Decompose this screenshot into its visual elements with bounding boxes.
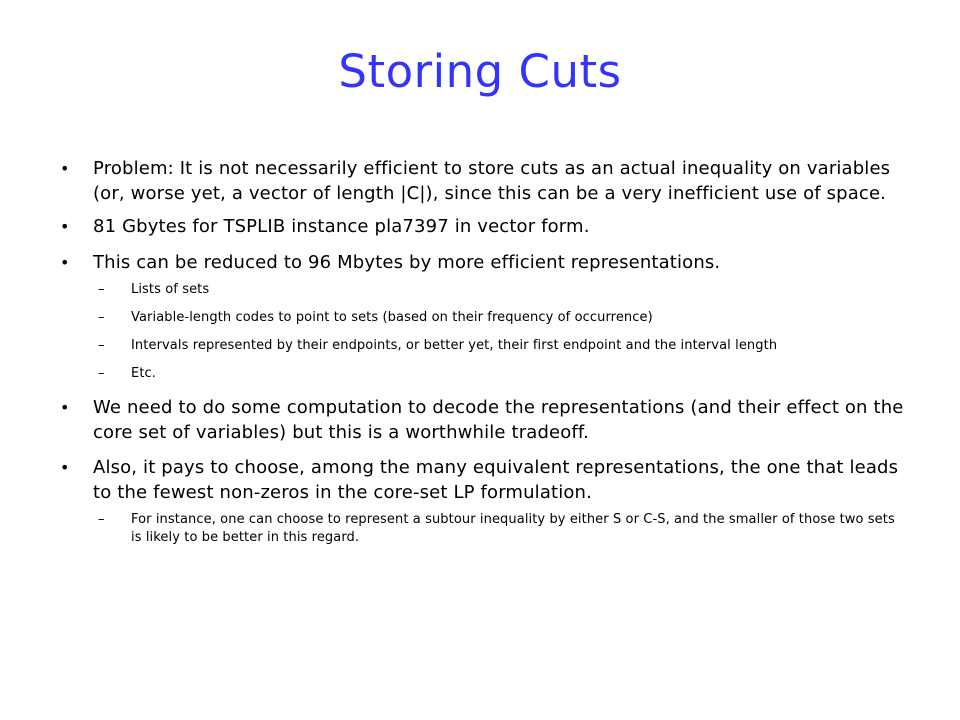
sub-bullet-list [93, 511, 905, 547]
sub-bullet-marker: – [98, 512, 105, 527]
bullet-marker: • [60, 159, 70, 178]
bullet-text: Also, it pays to choose, among the many equivalent representations, the one that leads to the fewest non-zeros in the core-set LP formulation. [93, 457, 899, 503]
bullet-text: We need to do some computation to decode the representations (and their effect on the core set of variables) but this is a worthwhile tradeoff. [93, 397, 904, 443]
sub-bullet-text: Lists of sets [131, 282, 210, 297]
sub-bullet-text: Variable-length codes to point to sets (based on their frequency of occurrence) [131, 310, 653, 325]
slide-content [55, 156, 905, 557]
slide-title: Storing Cuts [338, 45, 622, 98]
sub-bullet-marker: – [98, 338, 105, 353]
bullet-marker: • [60, 217, 70, 236]
sub-bullet-item [93, 365, 905, 383]
bullet-marker: • [60, 253, 70, 272]
sub-bullet-marker: – [98, 310, 105, 325]
sub-bullet-item [93, 309, 905, 327]
sub-bullet-marker: – [98, 282, 105, 297]
bullet-marker: • [60, 398, 70, 417]
bullet-marker: • [60, 458, 70, 477]
sub-bullet-list [93, 281, 905, 383]
bullet-item [55, 214, 905, 239]
bullet-list [55, 156, 905, 547]
bullet-item [55, 156, 905, 206]
sub-bullet-marker: – [98, 366, 105, 381]
bullet-item [55, 455, 905, 547]
bullet-item [55, 395, 905, 445]
sub-bullet-text: Etc. [131, 366, 156, 381]
sub-bullet-text: Intervals represented by their endpoints, or better yet, their first endpoint and the interval length [131, 338, 778, 353]
bullet-item [55, 250, 905, 383]
sub-bullet-text: For instance, one can choose to represent a subtour inequality by either S or C-S, and the smaller of those two sets is likely to be better in this regard. [131, 512, 895, 545]
sub-bullet-item [93, 281, 905, 299]
sub-bullet-item [93, 511, 905, 547]
bullet-text: Problem: It is not necessarily efficient to store cuts as an actual inequality on variables (or, worse yet, a vector of length |C|), since this can be a very inefficient use of space. [93, 158, 891, 204]
sub-bullet-item [93, 337, 905, 355]
bullet-text: This can be reduced to 96 Mbytes by more efficient representations. [93, 252, 721, 273]
bullet-text: 81 Gbytes for TSPLIB instance pla7397 in vector form. [93, 216, 590, 237]
